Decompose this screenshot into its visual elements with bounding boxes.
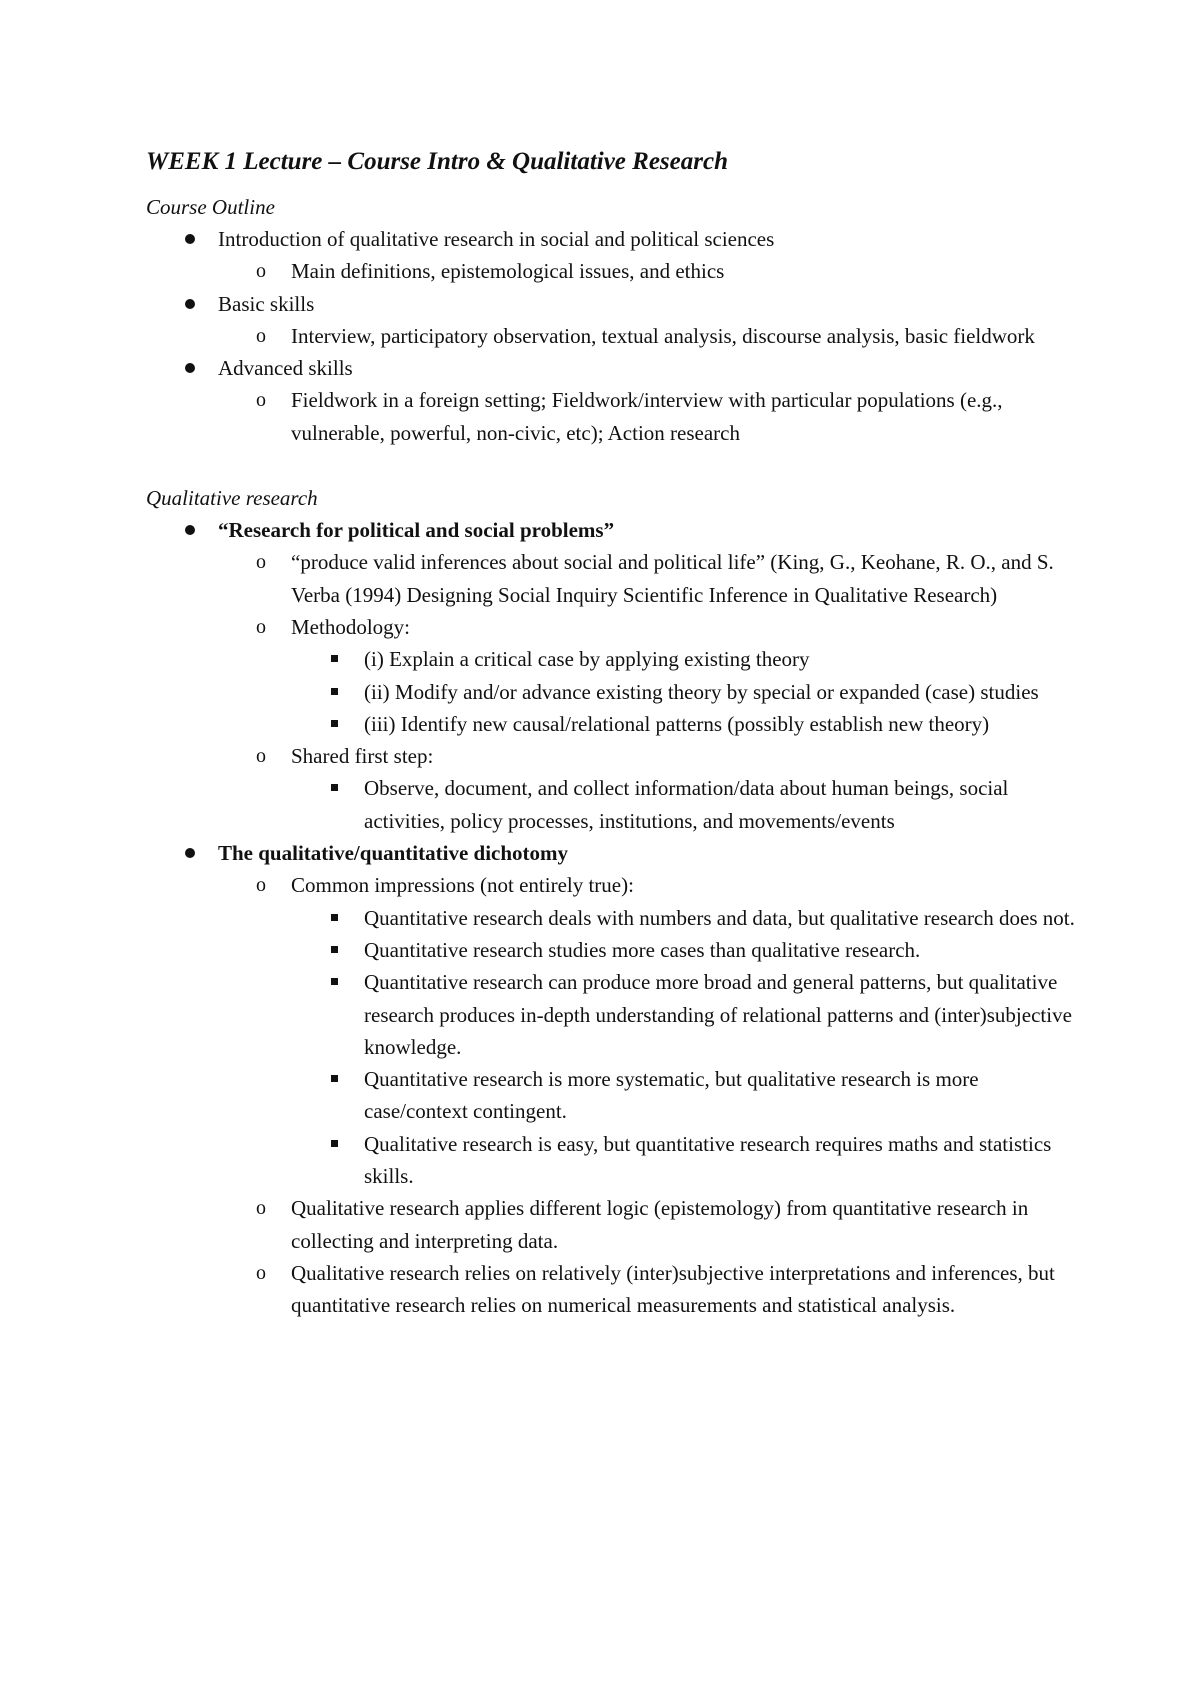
list-item-text: Fieldwork in a foreign setting; Fieldwork/interview with particular populations (e.g., vulnerable, powerful, non-civic, etc); Action research <box>291 388 1003 445</box>
list-item-level-1 <box>146 514 1076 546</box>
list-item-text: (iii) Identify new causal/relational patterns (possibly establish new theory) <box>364 711 990 736</box>
list-item-level-2 <box>146 869 1076 901</box>
bullet-square-icon <box>331 946 338 953</box>
list-item-text: Basic skills <box>218 291 315 316</box>
list-item-level-2 <box>146 611 1076 643</box>
list-item-text: Quantitative research is more systematic, but qualitative research is more case/context contingent. <box>364 1067 979 1124</box>
list-item-level-2 <box>146 320 1076 352</box>
list-item-text: Quantitative research studies more cases than qualitative research. <box>364 937 921 962</box>
list-item-level-2 <box>146 255 1076 287</box>
section-heading: Qualitative research <box>146 486 318 511</box>
list-item-level-3 <box>146 1063 1076 1128</box>
list-item-text: Shared first step: <box>291 744 434 769</box>
list-item-level-3 <box>146 934 1076 966</box>
list-item-text: “produce valid inferences about social and political life” (King, G., Keohane, R. O., and S. Verba (1994) Designing Social Inquiry Scientific Inference in Qualitative Research) <box>291 550 1054 607</box>
bullet-disc-icon <box>185 299 195 309</box>
list-item-text: Main definitions, epistemological issues, and ethics <box>291 259 725 284</box>
list-item-level-3 <box>146 643 1076 675</box>
list-item-text: Qualitative research applies different logic (epistemology) from quantitative research in collecting and interpreting data. <box>291 1196 1029 1253</box>
bullet-disc-icon <box>185 525 195 535</box>
list-item-text: (ii) Modify and/or advance existing theory by special or expanded (case) studies <box>364 679 1039 704</box>
list-item-level-1 <box>146 352 1076 384</box>
list-item-text: “Research for political and social problems” <box>218 518 615 543</box>
bullet-disc-icon <box>185 234 195 244</box>
bullet-list <box>146 514 1076 1321</box>
list-item-level-2 <box>146 1192 1076 1257</box>
list-item-text: Qualitative research relies on relatively (inter)subjective interpretations and inferences, but quantitative research relies on numerical measurements and statistical analysis. <box>291 1260 1055 1318</box>
list-item-level-1 <box>146 288 1076 320</box>
list-item-text: Interview, participatory observation, textual analysis, discourse analysis, basic fieldwork <box>291 323 1035 348</box>
bullet-list <box>146 223 1076 449</box>
list-item-text: The qualitative/quantitative dichotomy <box>218 841 569 866</box>
list-item-text: Qualitative research is easy, but quantitative research requires maths and statistics skills. <box>364 1131 1052 1189</box>
bullet-circle-icon: o <box>256 389 266 412</box>
bullet-circle-icon: o <box>256 1261 266 1284</box>
list-item-text: Quantitative research can produce more broad and general patterns, but qualitative research produces in-depth understanding of relational patterns and (inter)subjective knowledge. <box>364 970 1072 1059</box>
list-item-text: Observe, document, and collect information/data about human beings, social activities, policy processes, institutions, and movements/events <box>364 776 1009 833</box>
list-item-text: Methodology: <box>291 614 410 639</box>
bullet-circle-icon: o <box>256 1197 266 1220</box>
bullet-circle-icon: o <box>256 551 266 574</box>
bullet-disc-icon <box>185 848 195 858</box>
list-item-text: Common impressions (not entirely true): <box>291 873 634 898</box>
bullet-square-icon <box>331 1140 338 1147</box>
list-item-level-3 <box>146 708 1076 740</box>
bullet-square-icon <box>331 720 338 727</box>
bullet-disc-icon <box>185 363 195 373</box>
document-page <box>146 145 1076 1322</box>
section-heading: Course Outline <box>146 195 275 219</box>
document-body <box>146 191 1076 1322</box>
document-title: WEEK 1 Lecture – Course Intro & Qualitative Research <box>146 148 728 175</box>
list-item-level-1 <box>146 223 1076 255</box>
bullet-circle-icon: o <box>256 324 266 347</box>
list-item-text: Introduction of qualitative research in social and political sciences <box>218 227 775 251</box>
bullet-circle-icon: o <box>256 615 266 638</box>
bullet-square-icon <box>331 1075 338 1082</box>
bullet-square-icon <box>331 688 338 695</box>
list-item-level-2 <box>146 1257 1076 1322</box>
list-item-level-3 <box>146 966 1076 1063</box>
bullet-square-icon <box>331 978 338 985</box>
list-item-level-3 <box>146 772 1076 837</box>
bullet-square-icon <box>331 914 338 921</box>
list-item-level-3 <box>146 1128 1076 1193</box>
bullet-circle-icon: o <box>256 260 266 283</box>
list-item-level-2 <box>146 384 1076 449</box>
bullet-circle-icon: o <box>256 874 266 897</box>
section-spacer <box>146 449 1076 482</box>
list-item-level-2 <box>146 546 1076 611</box>
list-item-text: Advanced skills <box>218 356 353 381</box>
list-item-level-3 <box>146 902 1076 934</box>
list-item-text: (i) Explain a critical case by applying existing theory <box>364 647 810 672</box>
list-item-level-1 <box>146 837 1076 869</box>
bullet-circle-icon: o <box>256 745 266 768</box>
list-item-level-3 <box>146 676 1076 708</box>
bullet-square-icon <box>331 655 338 662</box>
bullet-square-icon <box>331 784 338 791</box>
list-item-level-2 <box>146 740 1076 772</box>
list-item-text: Quantitative research deals with numbers and data, but qualitative research does not. <box>364 905 1075 930</box>
